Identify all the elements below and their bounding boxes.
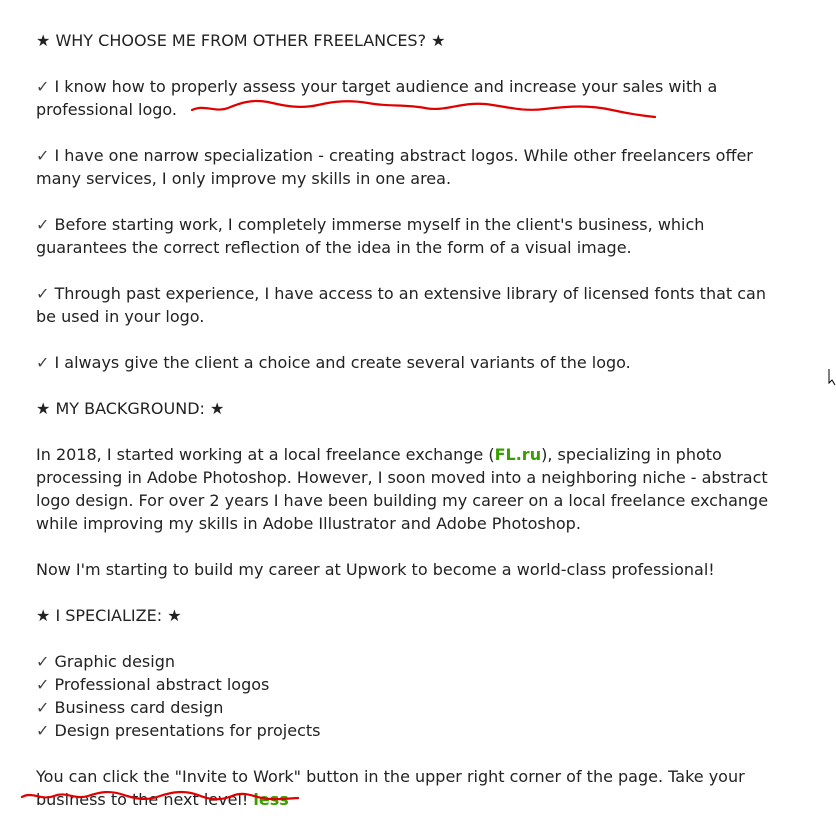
background-heading bbox=[36, 397, 826, 420]
why-point-text: I have one narrow specialization - creating abstract logos. While other freelancers offer bbox=[54, 146, 753, 165]
why-point-text: I always give the client a choice and create several variants of the logo. bbox=[54, 353, 631, 372]
upwork-paragraph bbox=[36, 558, 826, 581]
list-item bbox=[36, 719, 826, 742]
why-point-3 bbox=[36, 213, 826, 259]
closing-paragraph bbox=[36, 765, 826, 811]
why-point-4 bbox=[36, 282, 826, 328]
star-icon: ★ bbox=[36, 399, 51, 418]
specialize-heading bbox=[36, 604, 826, 627]
why-point-text: guarantees the correct reflection of the idea in the form of a visual image. bbox=[36, 238, 632, 257]
checkmark-icon: ✓ bbox=[36, 721, 50, 740]
checkmark-icon: ✓ bbox=[36, 353, 50, 372]
why-point-text: Through past experience, I have access to an extensive library of licensed fonts that can bbox=[54, 284, 766, 303]
star-icon: ★ bbox=[431, 31, 446, 50]
why-point-text: be used in your logo. bbox=[36, 307, 205, 326]
background-paragraph bbox=[36, 443, 826, 535]
specialize-item-text: Business card design bbox=[54, 698, 224, 717]
why-point-text: many services, I only improve my skills in one area. bbox=[36, 169, 452, 188]
background-text: ), specializing in photo bbox=[541, 445, 722, 464]
closing-text: business to the next level! bbox=[36, 790, 249, 809]
why-point-1 bbox=[36, 75, 826, 121]
upwork-text: Now I'm starting to build my career at Upwork to become a world-class professional! bbox=[36, 560, 715, 579]
mouse-cursor-icon bbox=[828, 368, 836, 386]
star-icon: ★ bbox=[167, 606, 182, 625]
specialize-item-text: Graphic design bbox=[54, 652, 175, 671]
checkmark-icon: ✓ bbox=[36, 77, 50, 96]
specialize-item-text: Professional abstract logos bbox=[54, 675, 270, 694]
background-text: processing in Adobe Photoshop. However, I soon moved into a neighboring niche - abstract bbox=[36, 468, 768, 487]
background-text: In 2018, I started working at a local freelance exchange ( bbox=[36, 445, 495, 464]
closing-text: You can click the "Invite to Work" button in the upper right corner of the page. Take your bbox=[36, 767, 745, 786]
checkmark-icon: ✓ bbox=[36, 284, 50, 303]
specialize-item-text: Design presentations for projects bbox=[54, 721, 321, 740]
fl-ru-link[interactable]: FL.ru bbox=[494, 445, 542, 464]
star-icon: ★ bbox=[210, 399, 225, 418]
checkmark-icon: ✓ bbox=[36, 698, 50, 717]
why-heading-text: WHY CHOOSE ME FROM OTHER FREELANCES? bbox=[55, 31, 427, 50]
checkmark-icon: ✓ bbox=[36, 652, 50, 671]
checkmark-icon: ✓ bbox=[36, 146, 50, 165]
star-icon: ★ bbox=[36, 606, 51, 625]
specialize-heading-text: I SPECIALIZE: bbox=[55, 606, 163, 625]
checkmark-icon: ✓ bbox=[36, 215, 50, 234]
profile-overview-text bbox=[36, 29, 826, 834]
why-point-text: I know how to properly assess your target audience and increase your sales with a bbox=[54, 77, 718, 96]
star-icon: ★ bbox=[36, 31, 51, 50]
why-point-text: Before starting work, I completely immerse myself in the client's business, which bbox=[54, 215, 705, 234]
why-point-5 bbox=[36, 351, 826, 374]
why-point-2 bbox=[36, 144, 826, 190]
list-item bbox=[36, 673, 826, 696]
checkmark-icon: ✓ bbox=[36, 675, 50, 694]
show-less-link[interactable]: less bbox=[253, 790, 289, 809]
why-heading bbox=[36, 29, 826, 52]
specialize-list bbox=[36, 650, 826, 742]
background-text: while improving my skills in Adobe Illustrator and Adobe Photoshop. bbox=[36, 514, 581, 533]
background-heading-text: MY BACKGROUND: bbox=[55, 399, 205, 418]
background-text: logo design. For over 2 years I have been building my career on a local freelance exchange bbox=[36, 491, 769, 510]
why-point-text: professional logo. bbox=[36, 100, 178, 119]
list-item bbox=[36, 650, 826, 673]
list-item bbox=[36, 696, 826, 719]
